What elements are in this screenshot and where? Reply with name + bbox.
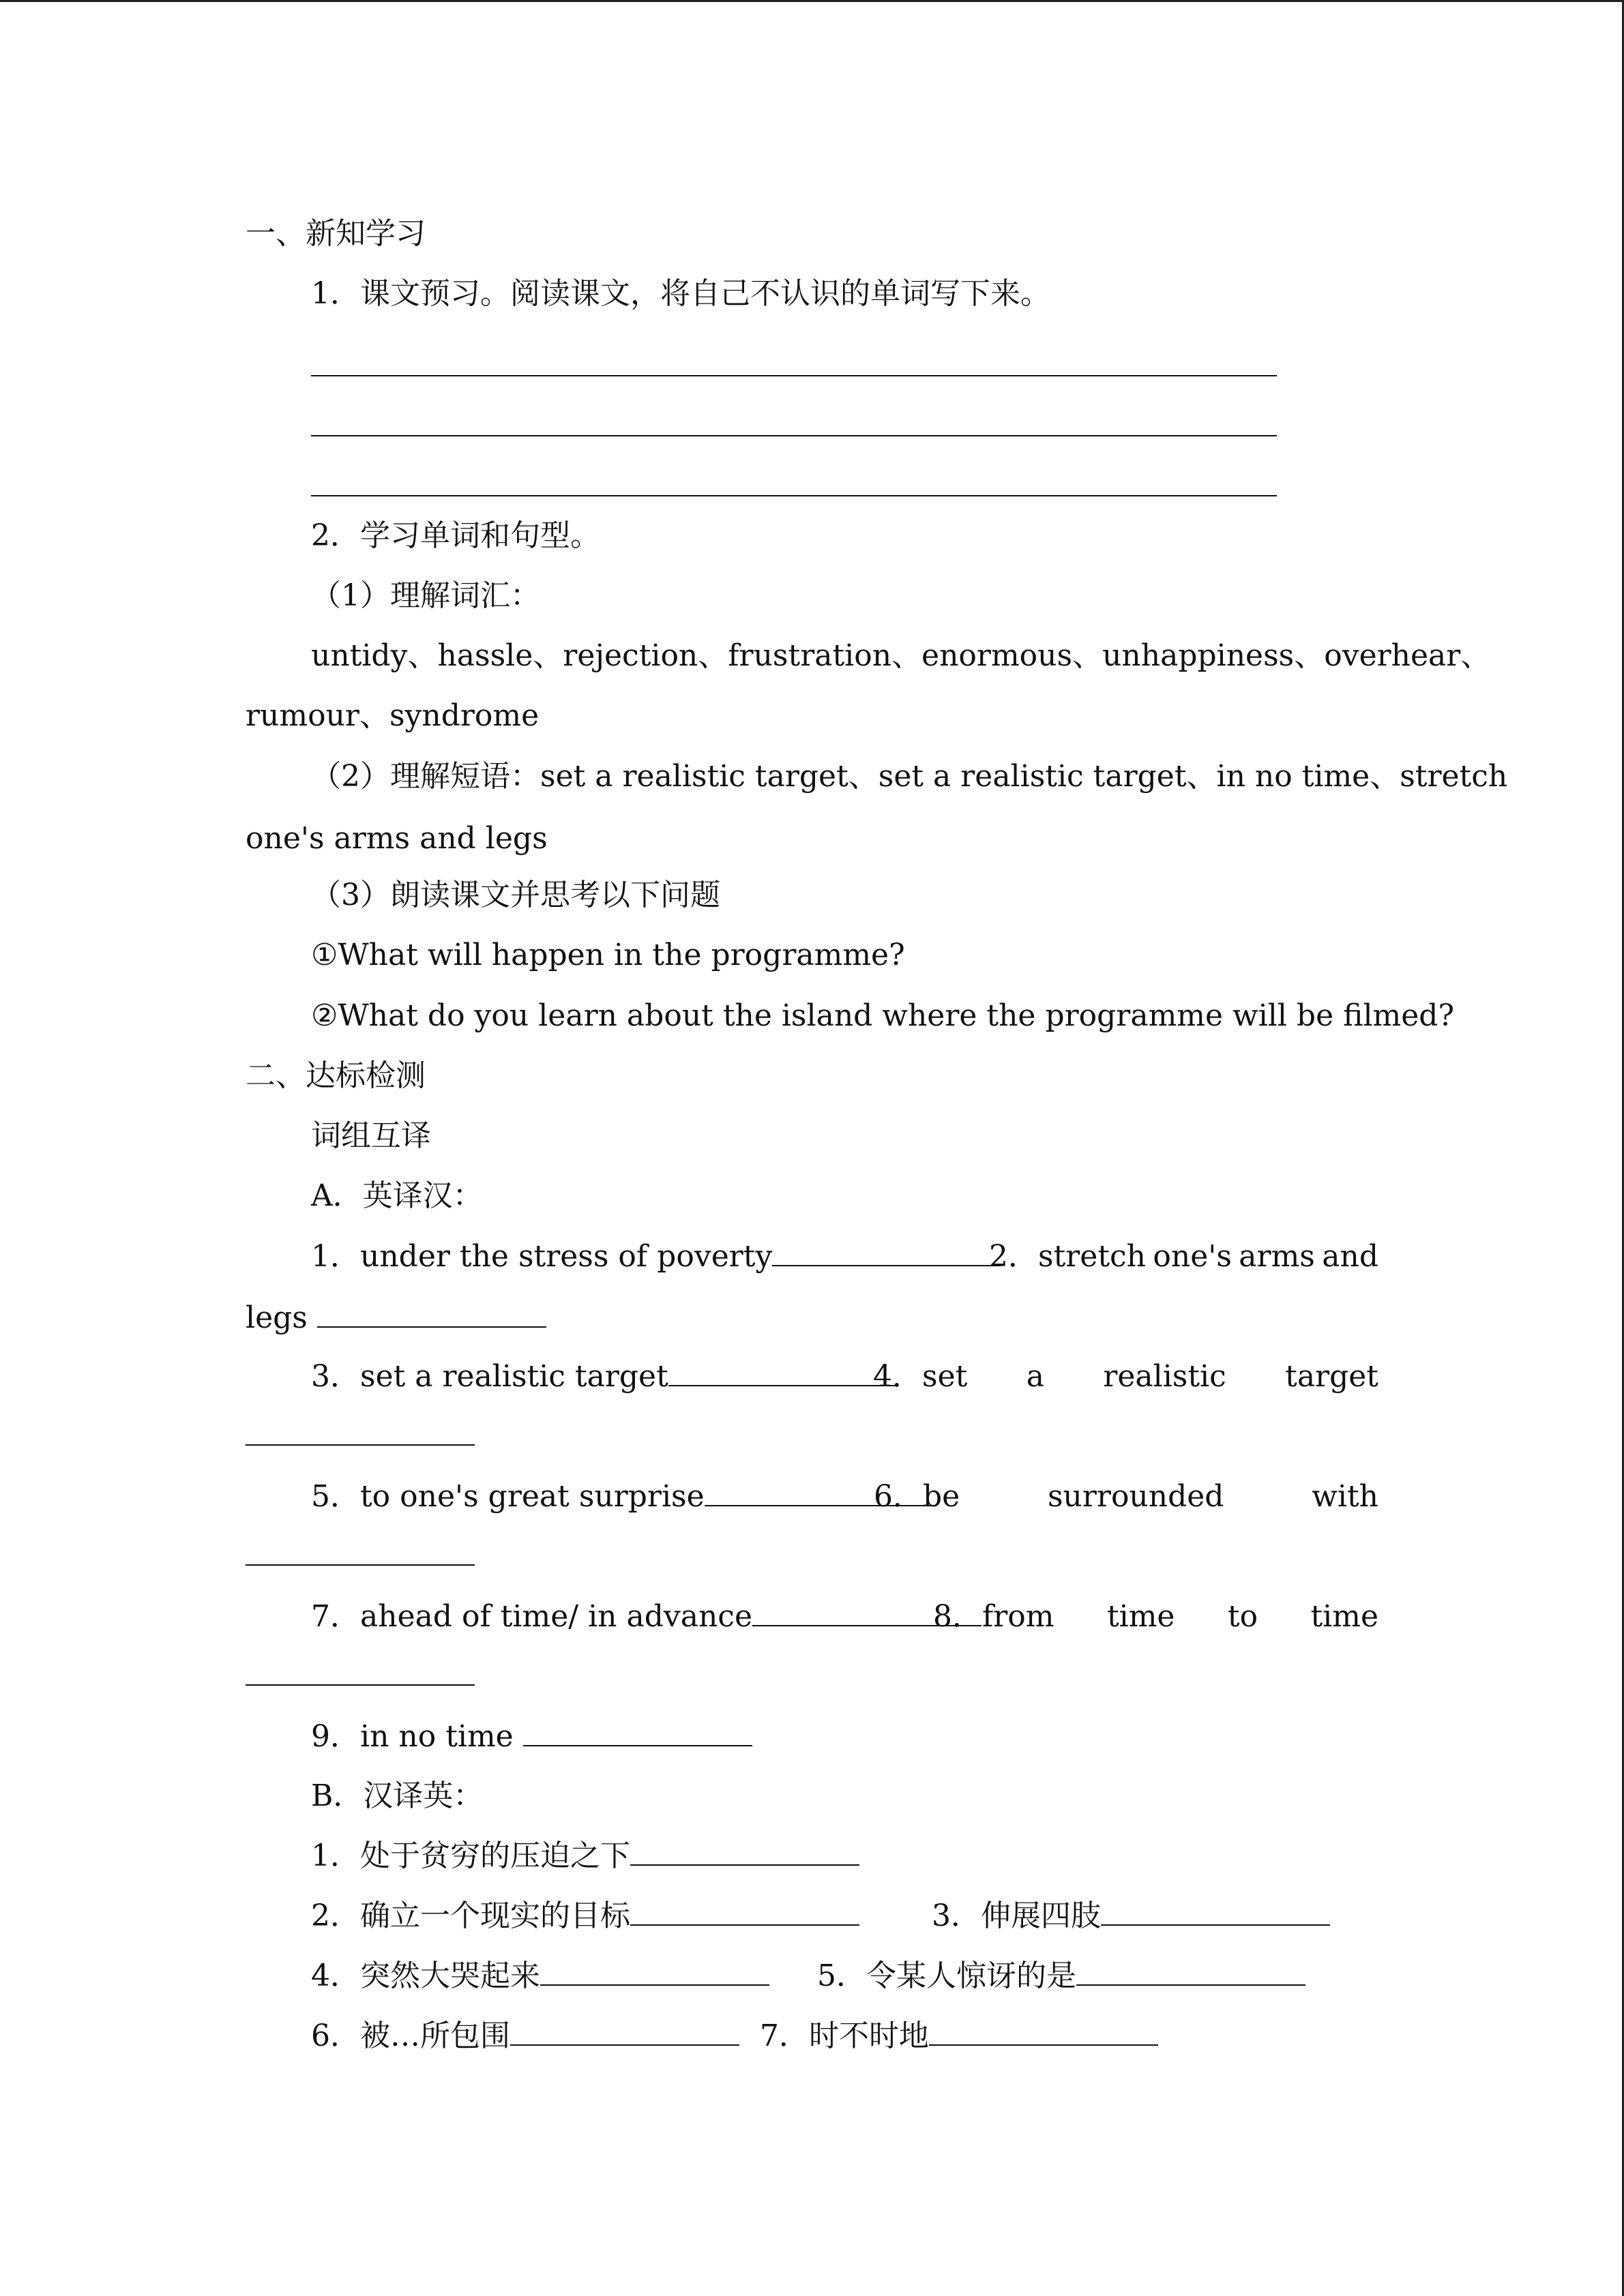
a1-row [311,1236,1001,1277]
a9-blank[interactable] [523,1718,752,1746]
a6-continuation [246,1536,475,1577]
vocab-line-2: rumour、syndrome [246,698,540,733]
item2-text: 2．学习单词和句型。 [311,518,600,553]
top-border [0,0,1624,2]
a4-word: target [1285,1359,1378,1394]
a7-row [311,1596,981,1637]
a6-blank[interactable] [246,1537,475,1566]
a8-word: time [1106,1599,1175,1634]
a5-text: 5．to one's great surprise [311,1479,705,1514]
a2-row [989,1236,1378,1277]
a8-word: time [1310,1599,1378,1634]
a2-word: arms [1239,1239,1315,1274]
b4-text: 4．突然大哭起来 [311,1958,540,1993]
b5-text: 5．令某人惊讶的是 [817,1958,1076,1993]
a6-word: surrounded [1047,1479,1224,1514]
section2-title: 二、达标检测 [246,1058,426,1093]
vocab-line-1: untidy、hassle、rejection、frustration、enormous、unhappiness、overhear、 [311,638,1491,673]
b2-row [311,1896,859,1937]
b2-text: 2．确立一个现实的目标 [311,1898,630,1933]
section2-subtitle: 词组互译 [311,1118,431,1153]
read-label: （3）朗读课文并思考以下问题 [311,878,720,912]
b5-row [817,1956,1305,1997]
a4-word: 4．set [873,1359,968,1394]
answer-line-2[interactable] [311,435,1277,436]
a3-row [311,1356,898,1397]
a4-row [873,1356,1378,1397]
a8-blank[interactable] [246,1657,475,1686]
b7-row [760,2016,1158,2057]
partB-label: B．汉译英： [311,1778,484,1813]
phrase-line-1: （2）理解短语：set a realistic target、set a realistic target、in no time、stretch [311,759,1508,794]
b1-text: 1．处于贫穷的压迫之下 [311,1838,630,1873]
b1-blank[interactable] [630,1837,859,1866]
question-2: ②What do you learn about the island where the programme will be filmed? [311,998,1455,1033]
section1-title: 一、新知学习 [246,216,426,251]
b1-row [311,1836,859,1877]
b6-blank[interactable] [510,2017,739,2046]
answer-line-3[interactable] [311,495,1277,496]
item1-text: 1．课文预习。阅读课文，将自己不认识的单词写下来。 [311,276,1050,311]
b3-text: 3．伸展四肢 [932,1898,1101,1933]
b7-text: 7．时不时地 [760,2018,929,2053]
a2-cont-text: legs [246,1300,308,1335]
a4-continuation [246,1416,475,1457]
a2-word: one's [1153,1239,1232,1274]
a8-word: 8．from [933,1599,1054,1634]
a1-blank[interactable] [772,1238,1001,1266]
question-1: ①What will happen in the programme? [311,938,905,972]
a3-blank[interactable] [668,1358,898,1386]
phrase-line-2: one's arms and legs [246,821,548,856]
a8-row [933,1596,1378,1637]
b4-blank[interactable] [540,1957,769,1986]
a2-word: 2．stretch [989,1239,1146,1274]
a9-row [311,1716,752,1757]
a1-text: 1．under the stress of poverty [311,1239,773,1274]
a4-blank[interactable] [246,1417,475,1446]
vocab-label: （1）理解词汇： [311,578,540,613]
a2-word: and [1322,1239,1378,1274]
a8-word: to [1227,1599,1258,1634]
partA-label: A．英译汉： [311,1178,483,1213]
a7-text: 7．ahead of time/ in advance [311,1599,752,1634]
answer-line-1[interactable] [311,375,1277,376]
b6-text: 6．被…所包围 [311,2018,510,2053]
a6-word: 6．be [874,1479,960,1514]
a8-continuation [246,1656,475,1697]
a9-text: 9．in no time [311,1719,514,1754]
a4-word: a [1026,1359,1044,1394]
b4-row [311,1956,769,1997]
a3-text: 3．set a realistic target [311,1359,668,1394]
b7-blank[interactable] [929,2017,1158,2046]
b5-blank[interactable] [1076,1957,1305,1986]
b3-blank[interactable] [1101,1897,1330,1926]
a2-blank[interactable] [317,1299,546,1328]
a5-row [311,1476,934,1517]
b6-row [311,2016,739,2057]
a4-word: realistic [1103,1359,1226,1394]
b2-blank[interactable] [630,1897,859,1926]
a2-continuation [246,1298,546,1339]
b3-row [932,1896,1330,1937]
a6-row [874,1476,1378,1517]
a6-word: with [1312,1479,1378,1514]
